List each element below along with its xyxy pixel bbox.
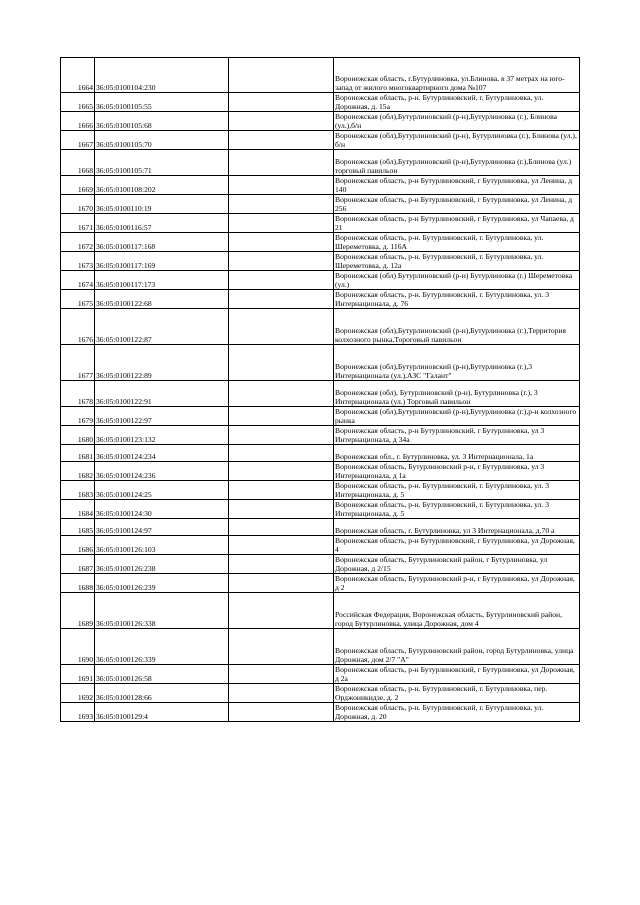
empty-cell [229,93,334,112]
address-cell: Воронежская область, р-н. Бутурлиновский, г. Бутурлиновка, пер. Орджоникидзе, д. 2 [334,684,580,703]
empty-cell [229,131,334,150]
empty-cell [229,407,334,426]
address-cell: Воронежская область, р-н Бутурлиновский, г Бутурлиновка, ул Дорожная, 4 [334,536,580,555]
empty-cell [229,629,334,665]
address-cell: Воронежская (обл),Бутурлиновский (р-н),Бутурлиновка (г.),р-н колхозного рынка [334,407,580,426]
table-row [61,555,580,574]
row-number: 1689 [61,593,95,629]
table-row [61,58,580,93]
table-row [61,407,580,426]
empty-cell [229,271,334,290]
cadastral-number: 36:05:0100122:89 [95,345,229,381]
empty-cell [229,684,334,703]
row-number: 1685 [61,519,95,536]
cadastral-number: 36:05:0100126:339 [95,629,229,665]
row-number: 1664 [61,58,95,93]
empty-cell [229,445,334,462]
row-number: 1672 [61,233,95,252]
address-cell: Воронежская область, р-н Бутурлиновский, г Бутурлиновка, ул Ленина, д 256 [334,195,580,214]
empty-cell [229,481,334,500]
empty-cell [229,309,334,345]
cadastral-number: 36:05:0100124:236 [95,462,229,481]
table-row [61,271,580,290]
address-cell: Воронежская область, р-н. Бутурлиновский, г. Бутурлиновка, ул. Шереметовка, д. 116А [334,233,580,252]
table-row [61,252,580,271]
empty-cell [229,519,334,536]
address-cell: Воронежская область, Бутурлиновский район, г Бутурлиновка, ул Дорожная, д 2/15 [334,555,580,574]
address-cell: Воронежская (обл),Бутурлиновский (р-н),Бутурлиновка (г.),Территория колхозного рынка,Тороговый павильон [334,309,580,345]
cadastral-number: 36:05:0100124:234 [95,445,229,462]
row-number: 1679 [61,407,95,426]
table-row [61,629,580,665]
cadastral-number: 36:05:0100122:87 [95,309,229,345]
address-cell: Воронежская область, г.Бутурлиновка, ул.Блинова, в 37 метрах на юго-запад от жилого многоквартирного дома №107 [334,58,580,93]
table-row [61,214,580,233]
address-cell: Воронежская область, Бутурлиновский р-н, г Бутурлиновка, ул Дорожная, д 2 [334,574,580,593]
address-cell: Воронежская обл., г. Бутурлиновка, ул. 3 Интернационала, 1а [334,445,580,462]
empty-cell [229,150,334,176]
table-row [61,536,580,555]
empty-cell [229,462,334,481]
cadastral-number: 36:05:0100126:338 [95,593,229,629]
empty-cell [229,345,334,381]
table-row [61,593,580,629]
cadastral-number: 36:05:0100122:91 [95,381,229,407]
empty-cell [229,381,334,407]
row-number: 1671 [61,214,95,233]
table-row [61,345,580,381]
table-row [61,665,580,684]
empty-cell [229,58,334,93]
address-cell: Воронежская область, р-н Бутурлиновский, г Бутурлиновка, ул 3 Интернационала, д 34а [334,426,580,445]
empty-cell [229,536,334,555]
empty-cell [229,112,334,131]
row-number: 1669 [61,176,95,195]
table-row [61,176,580,195]
cadastral-number: 36:05:0100105:68 [95,112,229,131]
table-row [61,519,580,536]
table-row [61,93,580,112]
cadastral-number: 36:05:0100124:25 [95,481,229,500]
address-cell: Воронежская (обл),Бутурлиновский (р-н),Бутурлиновка (г.),3 Интернационала (ул.),АЗС "Галант" [334,345,580,381]
empty-cell [229,703,334,722]
cadastral-number: 36:05:0100124:30 [95,500,229,519]
row-number: 1690 [61,629,95,665]
address-cell: Воронежская область, р-н. Бутурлиновский, г. Бутурлиновка, ул. 3 Интернационала, д. 5 [334,500,580,519]
row-number: 1678 [61,381,95,407]
address-cell: Воронежская (обл),Бутурлиновский (р-н),Бутурлиновка (г.),Блинова (ул.) торговый павильон [334,150,580,176]
row-number: 1666 [61,112,95,131]
address-cell: Воронежская область, р-н. Бутурлиновский, г. Бутурлиновка, ул. Дорожная, д. 15а [334,93,580,112]
table-row [61,500,580,519]
address-cell: Воронежская (обл) Бутурлиновский (р-н) Бутурлиновка (г.) Шереметовка (ул.) [334,271,580,290]
cadastral-number: 36:05:0100122:68 [95,290,229,309]
table-row [61,112,580,131]
cadastral-number: 36:05:0100105:70 [95,131,229,150]
row-number: 1683 [61,481,95,500]
empty-cell [229,426,334,445]
cadastral-number: 36:05:0100124:97 [95,519,229,536]
property-register-table [60,57,580,722]
table-row [61,574,580,593]
address-cell: Воронежская область, р-н. Бутурлиновский, г. Бутурлиновка, ул. Дорожная, д. 20 [334,703,580,722]
table-row [61,684,580,703]
address-cell: Воронежская область, Бутурлиновский район, город Бутурлиновка, улица Дорожная, дом 2/7 "А" [334,629,580,665]
row-number: 1688 [61,574,95,593]
row-number: 1665 [61,93,95,112]
cadastral-number: 36:05:0100104:230 [95,58,229,93]
empty-cell [229,574,334,593]
row-number: 1674 [61,271,95,290]
table-row [61,381,580,407]
address-cell: Воронежская область, г. Бутурлиновка, ул 3 Интернационала, д.70 а [334,519,580,536]
cadastral-number: 36:05:0100128:66 [95,684,229,703]
cadastral-number: 36:05:0100122:97 [95,407,229,426]
cadastral-number: 36:05:0100117:173 [95,271,229,290]
row-number: 1686 [61,536,95,555]
table-row [61,309,580,345]
address-cell: Воронежская область, р-н. Бутурлиновский, г. Бутурлиновка, ул. Шереметовка, д. 12а [334,252,580,271]
cadastral-number: 36:05:0100116:57 [95,214,229,233]
cadastral-number: 36:05:0100126:238 [95,555,229,574]
address-cell: Воронежская область, р-н Бутурлиновский, г Бутурлиновка, ул Чапаева, д 21 [334,214,580,233]
address-cell: Воронежская область, р-н. Бутурлиновский, г. Бутурлиновка, ул. 3 Интернационала, д. 5 [334,481,580,500]
row-number: 1684 [61,500,95,519]
cadastral-number: 36:05:0100126:58 [95,665,229,684]
table-row [61,703,580,722]
row-number: 1692 [61,684,95,703]
table-row [61,426,580,445]
address-cell: Воронежская (обл), Бутурлиновский (р-н), Бутурлиновка (г.), 3 Интернационала (ул.) Торговый павильон [334,381,580,407]
row-number: 1682 [61,462,95,481]
address-cell: Воронежская (обл),Бутурлиновский (р-н), Бутурлиновка (г.), Блинова (ул.), б/н [334,131,580,150]
row-number: 1687 [61,555,95,574]
empty-cell [229,233,334,252]
cadastral-number: 36:05:0100117:168 [95,233,229,252]
cadastral-number: 36:05:0100129:4 [95,703,229,722]
address-cell: Российская Федерация, Воронежская область, Бутурлиновский район, город Бутурлиновка, улица Дорожная, дом 4 [334,593,580,629]
table-row [61,150,580,176]
table-row [61,195,580,214]
row-number: 1676 [61,309,95,345]
empty-cell [229,500,334,519]
row-number: 1691 [61,665,95,684]
cadastral-number: 36:05:0100110:19 [95,195,229,214]
cadastral-number: 36:05:0100126:239 [95,574,229,593]
cadastral-number: 36:05:0100117:169 [95,252,229,271]
row-number: 1667 [61,131,95,150]
row-number: 1693 [61,703,95,722]
cadastral-number: 36:05:0100105:71 [95,150,229,176]
address-cell: Воронежская (обл),Бутурлиновский (р-н),Бутурлиновка (г.), Блинова (ул.),б/н [334,112,580,131]
address-cell: Воронежская область, р-н. Бутурлиновский, г. Бутурлиновка, ул. 3 Интернационала, д. 76 [334,290,580,309]
table-row [61,290,580,309]
row-number: 1673 [61,252,95,271]
empty-cell [229,252,334,271]
table-body [61,58,580,722]
cadastral-number: 36:05:0100123:132 [95,426,229,445]
empty-cell [229,290,334,309]
row-number: 1677 [61,345,95,381]
address-cell: Воронежская область, Бутурлиновский р-н, г Бутурлиновка, ул 3 Интернационала, д 1а [334,462,580,481]
row-number: 1680 [61,426,95,445]
address-cell: Воронежская область, р-н Бутурлиновский, г Бутурлиновка, ул Ленина, д 140 [334,176,580,195]
row-number: 1670 [61,195,95,214]
empty-cell [229,665,334,684]
table-row [61,481,580,500]
table-row [61,131,580,150]
cadastral-number: 36:05:0100105:55 [95,93,229,112]
cadastral-number: 36:05:0100108:202 [95,176,229,195]
address-cell: Воронежская область, р-н Бутурлиновский, г Бутурлиновка, ул Дорожная, д 2а [334,665,580,684]
empty-cell [229,195,334,214]
empty-cell [229,176,334,195]
row-number: 1681 [61,445,95,462]
empty-cell [229,555,334,574]
row-number: 1668 [61,150,95,176]
cadastral-number: 36:05:0100126:103 [95,536,229,555]
empty-cell [229,593,334,629]
table-row [61,233,580,252]
table-row [61,462,580,481]
row-number: 1675 [61,290,95,309]
table-row [61,445,580,462]
empty-cell [229,214,334,233]
